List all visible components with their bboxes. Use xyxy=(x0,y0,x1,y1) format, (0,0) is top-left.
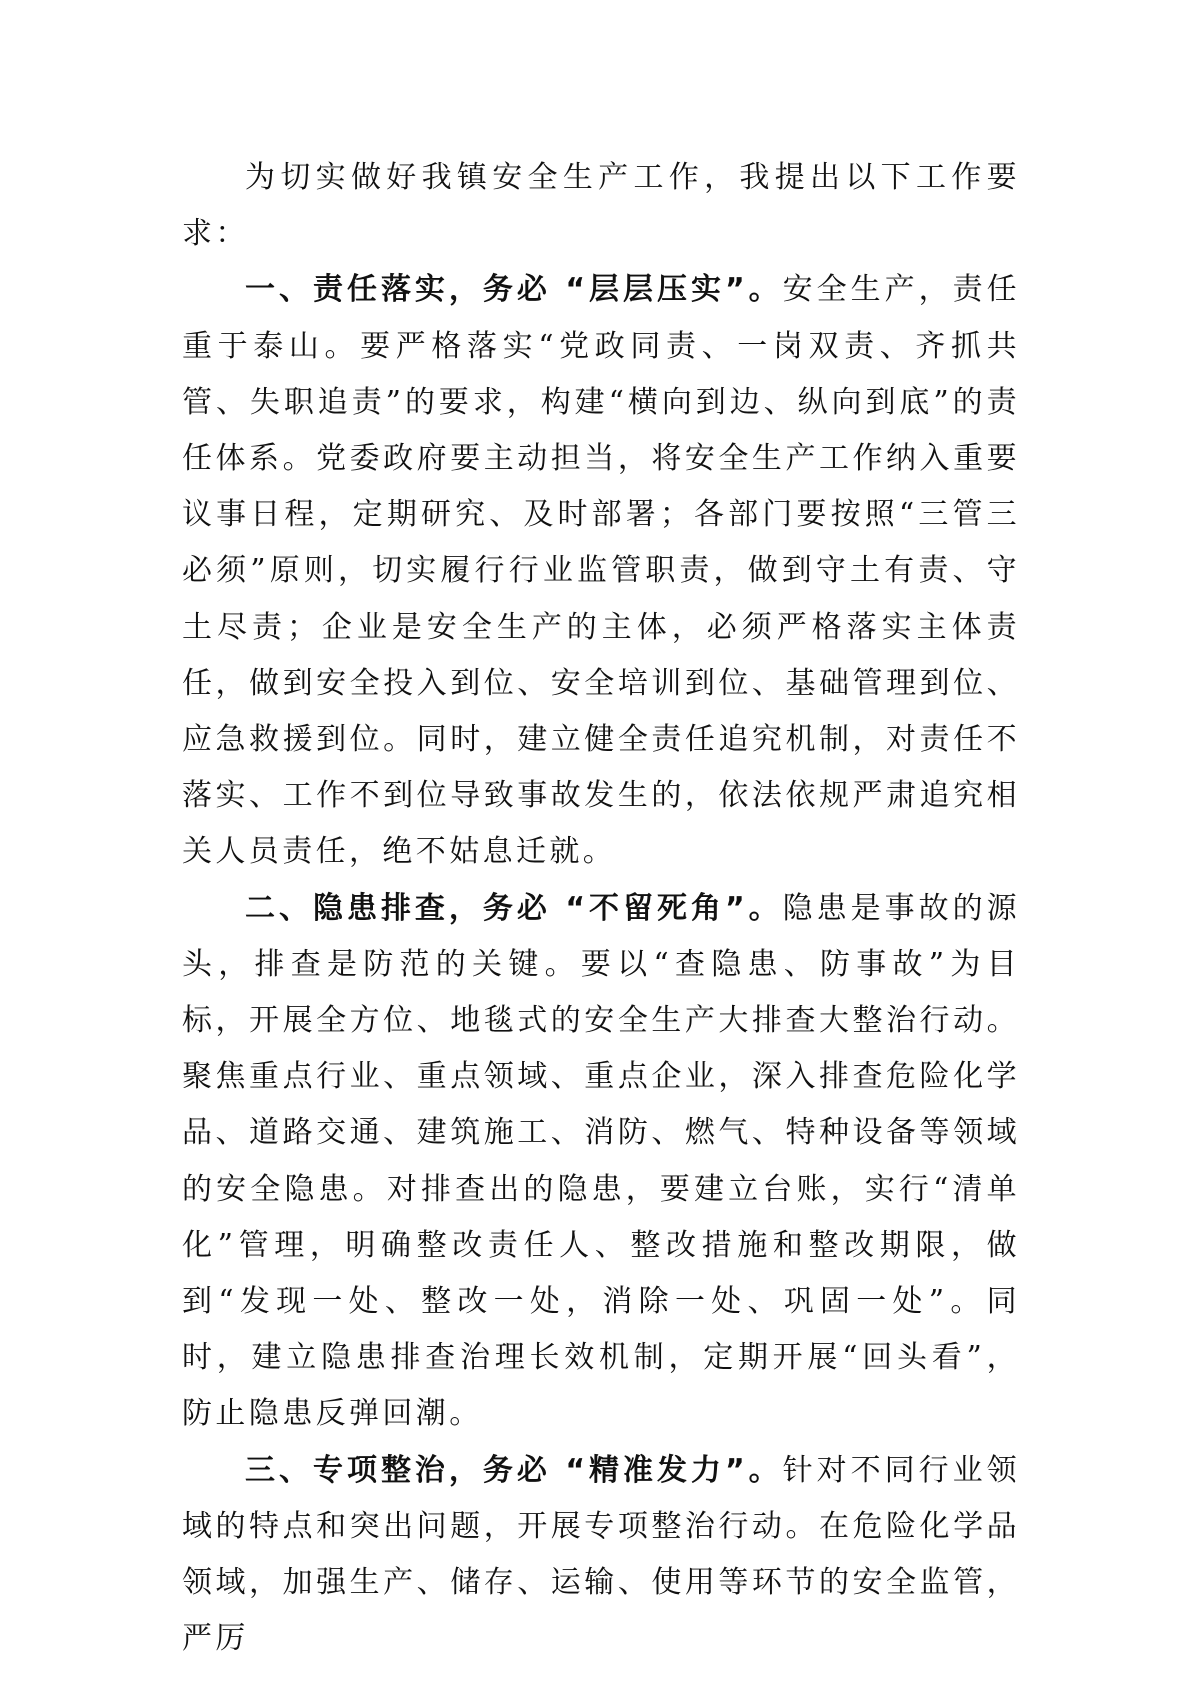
document-body xyxy=(182,150,1020,1667)
intro-paragraph: 为切实做好我镇安全生产工作，我提出以下工作要求： xyxy=(182,160,1020,252)
section-2-body: 隐患是事故的源头，排查是防范的关键。要以“查隐患、防事故”为目标，开展全方位、地毯式的安全生产大排查大整治行动。聚焦重点行业、重点领域、重点企业，深入排查危险化学品、道路交通、建筑施工、消防、燃气、特种设备等领域的安全隐患。对排查出的隐患，要建立台账，实行“清单化”管理，明确整改责任人、整改措施和整改期限，做到“发现一处、整改一处，消除一处、巩固一处”。同时，建立隐患排查治理长效机制，定期开展“回头看”，防止隐患反弹回潮。 xyxy=(182,890,1020,1432)
section-1-heading: 一、责任落实，务必 “层层压实”。 xyxy=(245,272,783,308)
section-3-paragraph xyxy=(182,1443,1020,1668)
section-3-body: 针对不同行业领域的特点和突出问题，开展专项整治行动。在危险化学品领域，加强生产、储存、运输、使用等环节的安全监管，严厉 xyxy=(182,1452,1020,1657)
section-2-heading: 二、隐患排查，务必 “不留死角”。 xyxy=(245,890,783,926)
section-3-heading: 三、专项整治，务必 “精准发力”。 xyxy=(245,1452,783,1488)
section-2-paragraph xyxy=(182,881,1020,1443)
section-1-paragraph xyxy=(182,262,1020,880)
section-1-body: 安全生产，责任重于泰山。要严格落实“党政同责、一岗双责、齐抓共管、失职追责”的要求，构建“横向到边、纵向到底”的责任体系。党委政府要主动担当，将安全生产工作纳入重要议事日程，定期研究、及时部署；各部门要按照“三管三必须”原则，切实履行行业监管职责，做到守土有责、守土尽责；企业是安全生产的主体，必须严格落实主体责任，做到安全投入到位、安全培训到位、基础管理到位、应急救援到位。同时，建立健全责任追究机制，对责任不落实、工作不到位导致事故发生的，依法依规严肃追究相关人员责任，绝不姑息迁就。 xyxy=(182,272,1020,870)
